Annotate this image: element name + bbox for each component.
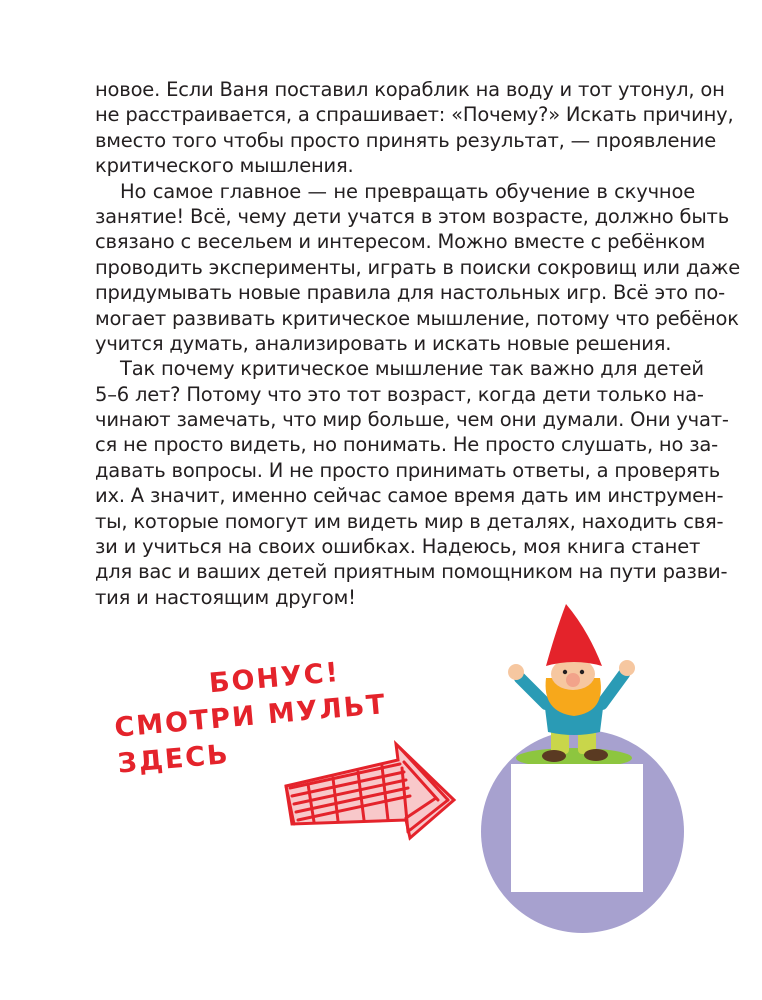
qr-code-placeholder[interactable] (511, 764, 643, 892)
text-line: придумывать новые правила для настольных игр. Всё это по- (95, 281, 725, 305)
text-line: Но самое главное — не превращать обучение в скучное (120, 179, 695, 203)
text-line: давать вопросы. И не просто принимать ответы, а проверять (95, 458, 721, 482)
text-line: могает развивать критическое мышление, потому что ребёнок (95, 306, 739, 330)
text-line: ты, которые помогут им видеть мир в деталях, находить свя- (95, 509, 724, 533)
text-line: тия и настоящим другом! (95, 585, 356, 609)
gnome-illustration (496, 600, 646, 770)
text-line: 5–6 лет? Потому что это тот возраст, когда дети только на- (95, 382, 704, 406)
text-line: не расстраивается, а спрашивает: «Почему?» Искать причину, (95, 103, 734, 127)
text-line: вместо того чтобы просто принять результат, — проявление (95, 128, 717, 152)
text-line: ся не просто видеть, но понимать. Не просто слушать, но за- (95, 433, 718, 457)
bonus-subtitle: СМОТРИ МУЛЬТ ЗДЕСЬ (113, 689, 388, 780)
text-line: их. А значит, именно сейчас самое время дать им инструмен- (95, 484, 724, 508)
text-line: связано с весельем и интересом. Можно вместе с ребёнком (95, 230, 706, 254)
body-text (95, 77, 741, 610)
text-line: для вас и ваших детей приятным помощником на пути разви- (95, 560, 728, 584)
text-line: новое. Если Ваня поставил кораблик на воду и тот утонул, он (95, 78, 725, 101)
red-scribble-arrow-icon (278, 738, 460, 842)
text-line: критического мышления. (95, 154, 354, 178)
text-line: чинают замечать, что мир больше, чем они думали. Они учат- (95, 408, 729, 432)
text-line: зи и учиться на своих ошибках. Надеюсь, моя книга станет (95, 535, 701, 559)
text-line: занятие! Всё, чему дети учатся в этом возрасте, должно быть (95, 204, 730, 228)
text-line: учится думать, анализировать и искать новые решения. (95, 331, 672, 355)
text-line: проводить эксперименты, играть в поиски сокровищ или даже (95, 255, 741, 279)
bonus-title: БОНУС! (207, 657, 342, 700)
text-line: Так почему критическое мышление так важно для детей (120, 357, 704, 381)
